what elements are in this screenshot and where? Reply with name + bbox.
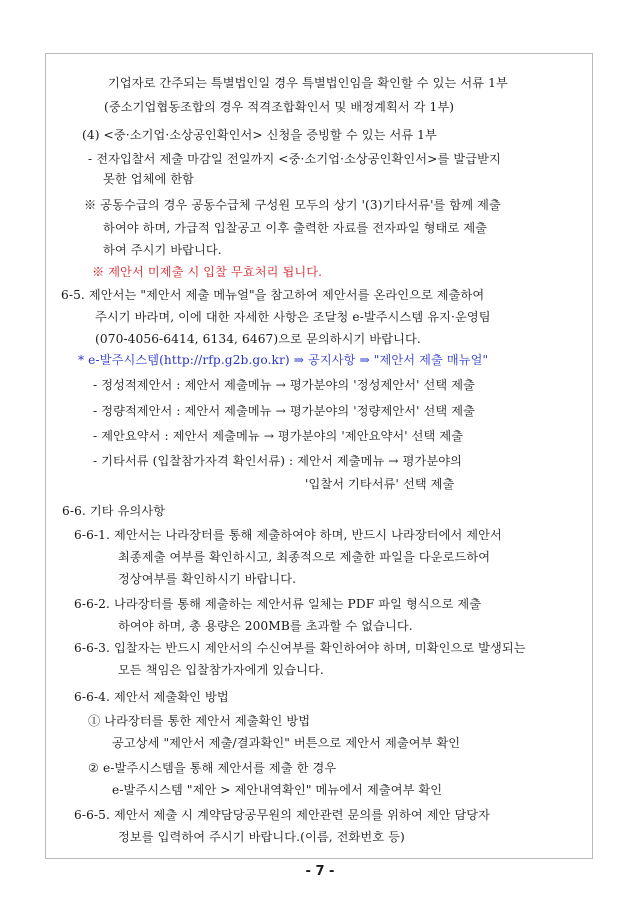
list-item: - 정량적제안서 : 제안서 제출메뉴 → 평가분야의 '정량제안서' 선택 제출 <box>93 404 475 418</box>
note-line: ※ 공동수급의 경우 공동수급체 구성원 모두의 상기 '(3)기타서류'를 함께 제출 <box>84 198 501 212</box>
text-line: 기업자로 간주되는 특별법인일 경우 특별법인임을 확인할 수 있는 서류 1부 <box>108 76 508 90</box>
subsection-line: 6-6-4. 제안서 제출확인 방법 <box>74 690 229 704</box>
text-line: (070-4056-6414, 6134, 6467)으로 문의하시기 바랍니다. <box>95 332 421 346</box>
text-line: 주시기 바라며, 이에 대한 자세한 사항은 조달청 e-발주시스템 유지·운영팀 <box>95 310 491 324</box>
list-item: ② e-발주시스템을 통해 제안서를 제출 한 경우 <box>88 761 337 775</box>
text-line: 정상여부를 확인하시기 바랍니다. <box>118 572 297 586</box>
text-line: 최종제출 여부를 확인하시고, 최종적으로 제출한 파일을 다운로드하여 <box>118 550 491 564</box>
text-line: 정보를 입력하여 주시기 바랍니다.(이름, 전화번호 등) <box>118 830 405 844</box>
text-line: 못한 업체에 한함 <box>103 172 195 186</box>
page-number: - 7 - <box>305 864 335 879</box>
list-item: - 제안요약서 : 제안서 제출메뉴 → 평가분야의 '제안요약서' 선택 제출 <box>93 429 464 443</box>
list-item: ① 나라장터를 통한 제안서 제출확인 방법 <box>88 714 311 728</box>
list-item: - 기타서류 (입찰참가자격 확인서류) : 제안서 제출메뉴 → 평가분야의 <box>93 454 462 468</box>
warning-line: ※ 제안서 미제출 시 입찰 무효처리 됩니다. <box>92 265 323 279</box>
subsection-line: 6-6-2. 나라장터를 통해 제출하는 제안서류 일체는 PDF 파일 형식으로 제출 <box>74 597 482 611</box>
section-heading: 6-6. 기타 유의사항 <box>62 504 166 518</box>
text-line: 모든 책임은 입찰참가자에게 있습니다. <box>118 663 324 677</box>
text-line: e-발주시스템 "제안 > 제안내역확인" 메뉴에서 제출여부 확인 <box>112 783 443 797</box>
subsection-line: 6-6-5. 제안서 제출 시 계약담당공무원의 제안관련 문의를 위하여 제안 담당자 <box>74 808 491 822</box>
text-line: 공고상세 "제안서 제출/결과확인" 버튼으로 제안서 제출여부 확인 <box>112 736 461 750</box>
text-line: 하여 주시기 바랍니다. <box>103 243 222 257</box>
subsection-line: 6-6-1. 제안서는 나라장터를 통해 제출하여야 하며, 반드시 나라장터에서 제안서 <box>74 528 502 542</box>
list-item: - 정성적제안서 : 제안서 제출메뉴 → 평가분야의 '정성제안서' 선택 제출 <box>93 378 475 392</box>
text-line: - 전자입찰서 제출 마감일 전일까지 <중·소기업·소상공인확인서>를 발급받지 <box>88 152 501 166</box>
text-line: '입찰서 기타서류' 선택 제출 <box>305 477 455 491</box>
text-line: 하여야 하며, 총 용량은 200MB를 초과할 수 없습니다. <box>118 619 413 633</box>
subsection-line: 6-6-3. 입찰자는 반드시 제안서의 수신여부를 확인하여야 하며, 미확인으로 발생되는 <box>74 641 526 655</box>
text-line: (4) <중·소기업·소상공인확인서> 신청을 증빙할 수 있는 서류 1부 <box>82 128 437 142</box>
system-link-line[interactable]: * e-발주시스템(http://rfp.g2b.go.kr) ⇒ 공지사항 ⇒ "제안서 제출 매뉴얼" <box>78 353 489 367</box>
text-line: 하여야 하며, 가급적 입찰공고 이후 출력한 자료를 전자파일 형태로 제출 <box>103 221 488 235</box>
section-heading: 6-5. 제안서는 "제안서 제출 메뉴얼"을 참고하여 제안서를 온라인으로 제출하여 <box>61 288 485 302</box>
text-line: (중소기업협동조합의 경우 적격조합확인서 및 배정계획서 각 1부) <box>104 100 455 114</box>
